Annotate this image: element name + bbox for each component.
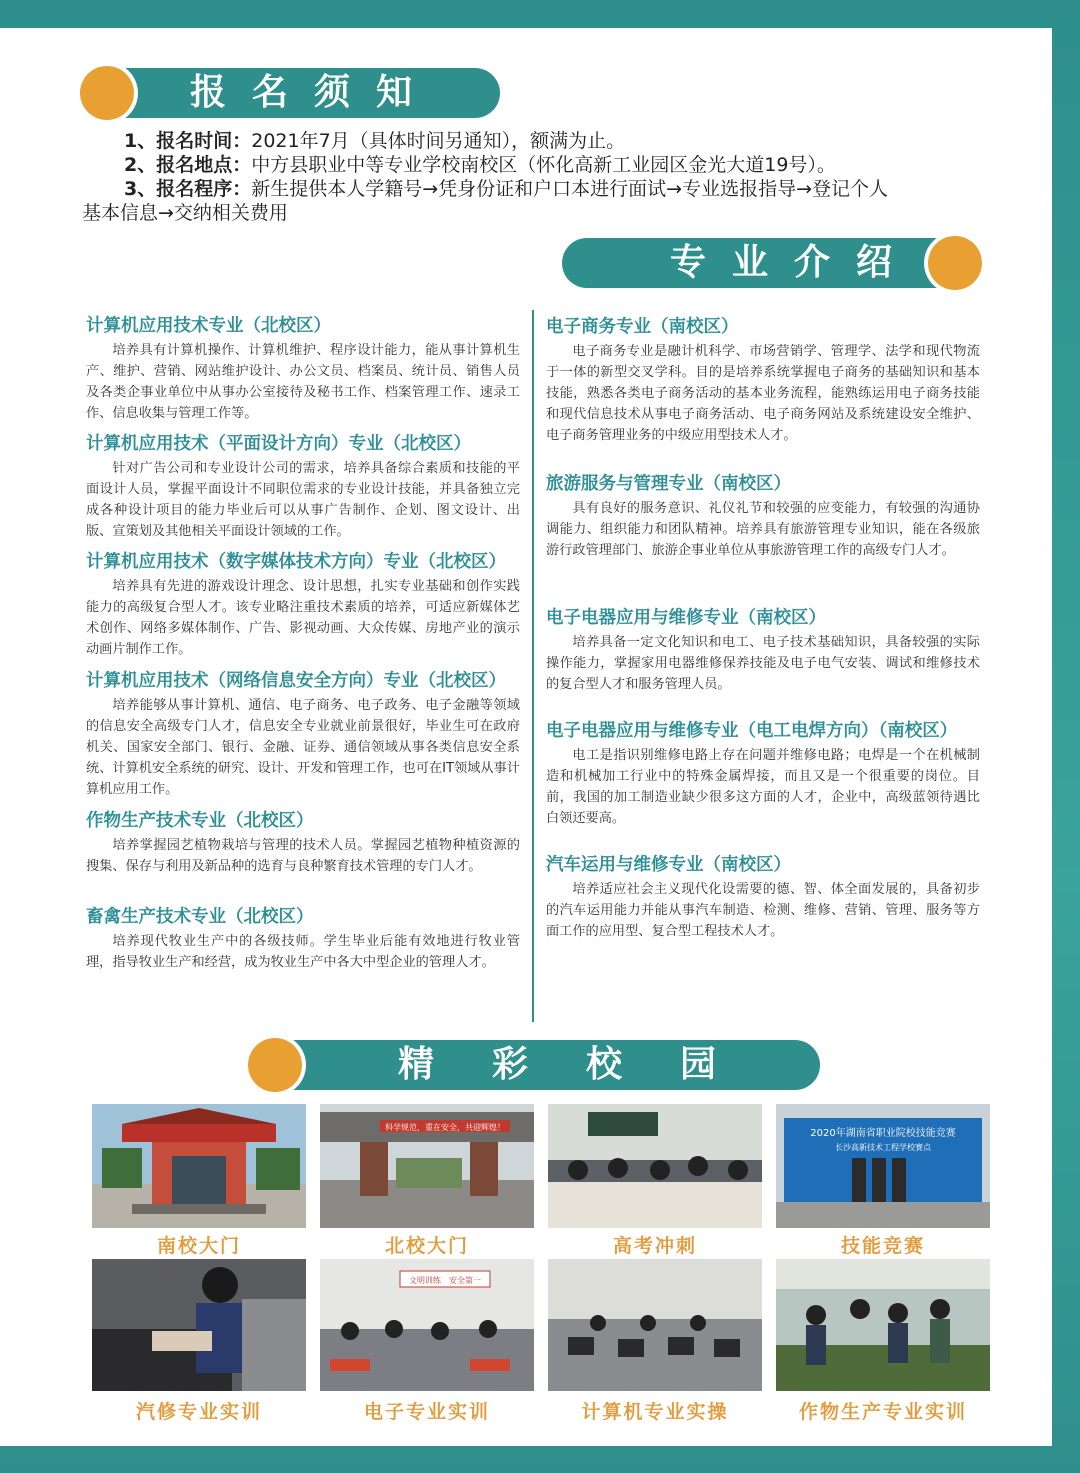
registration-place: 2、报名地点：中方县职业中等专业学校南校区（怀化高新工业园区金光大道19号）。: [124, 154, 836, 176]
major-item: [86, 550, 520, 660]
svg-text:科学规范，重在安全，共迎辉煌！: 科学规范，重在安全，共迎辉煌！: [385, 1123, 505, 1132]
major-desc: 针对广告公司和专业设计公司的需求，培养具备综合素质和技能的平面设计人员，掌握平面设计不同职位需求的专业设计技能，并具备独立完成各种设计项目的能力毕业后可以从事广告制作、企划、图文设计、出版、宣策划及其他相关平面设计领域的工作。: [86, 461, 520, 539]
photo-caption: 技能竞赛: [840, 1235, 925, 1257]
major-title: 作物生产技术专业（北校区）: [86, 811, 314, 831]
photo-caption: 作物生产专业实训: [798, 1401, 967, 1423]
major-title: 电子电器应用与维修专业（南校区）: [546, 608, 826, 628]
banner-dot-icon: [248, 1038, 302, 1092]
photo-north-gate: [320, 1104, 534, 1228]
svg-text:长沙高新技术工程学校赛点: 长沙高新技术工程学校赛点: [835, 1143, 931, 1152]
registration-title: 报名须知: [190, 72, 439, 113]
campus-title: 精彩校园: [398, 1044, 775, 1085]
major-title: 计算机应用技术（平面设计方向）专业（北校区）: [86, 434, 471, 454]
svg-text:文明训练 安全第一: 文明训练 安全第一: [409, 1276, 481, 1285]
major-item: [546, 606, 980, 695]
major-item: [86, 809, 520, 877]
banner-dot-icon: [80, 66, 134, 120]
brochure-page: [0, 28, 1052, 1446]
registration-procedure-cont: 基本信息→交纳相关费用: [82, 202, 288, 224]
campus-banner: [248, 1040, 820, 1090]
major-desc: 培养具备一定文化知识和电工、电子技术基础知识，具备较强的实际操作能力，掌握家用电器维修保养技能及电子电气安装、调试和维修技术的复合型人才和服务管理人员。: [546, 635, 980, 692]
major-item: [546, 315, 980, 446]
major-title: 电子商务专业（南校区）: [546, 317, 739, 337]
major-item: [86, 432, 520, 542]
major-item: [546, 472, 980, 561]
major-title: 计算机应用技术（网络信息安全方向）专业（北校区）: [86, 671, 506, 691]
photo-caption: 高考冲刺: [612, 1235, 697, 1257]
major-item: [546, 853, 980, 942]
photo-greenhouse: [776, 1259, 990, 1391]
svg-text:2020年湖南省职业院校技能竞赛: 2020年湖南省职业院校技能竞赛: [810, 1128, 956, 1139]
major-desc: 培养现代牧业生产中的各级技师。学生毕业后能有效地进行牧业管理，指导牧业生产和经营，成为牧业生产中各大中型企业的管理人才。: [86, 934, 520, 970]
major-item: [86, 314, 520, 424]
photo-competition: [776, 1104, 990, 1228]
photo-caption: 汽修专业实训: [135, 1401, 262, 1423]
majors-title: 专业介绍: [670, 242, 919, 283]
registration-time: 1、报名时间：2021年7月（具体时间另通知），额满为止。: [124, 130, 626, 152]
registration-procedure: 3、报名程序：新生提供本人学籍号→凭身份证和户口本进行面试→专业选报指导→登记个人: [124, 178, 888, 200]
photo-caption: 北校大门: [384, 1235, 469, 1257]
photo-caption: 电子专业实训: [363, 1401, 490, 1423]
photo-caption: 计算机专业实操: [581, 1401, 729, 1423]
major-title: 畜禽生产技术专业（北校区）: [86, 907, 314, 927]
major-title: 汽车运用与维修专业（南校区）: [546, 855, 791, 875]
major-item: [86, 669, 520, 800]
majors-banner: [562, 238, 982, 288]
major-desc: 培养适应社会主义现代化设需要的德、智、体全面发展的，具备初步的汽车运用能力并能从事汽车制造、检测、维修、营销、管理、服务等方面工作的应用型、复合型工程技术人才。: [546, 882, 980, 939]
photo-auto-repair: [92, 1259, 306, 1391]
major-desc: 具有良好的服务意识、礼仪礼节和较强的应变能力，有较强的沟通协调能力、组织能力和团队精神。培养具有旅游管理专业知识，能在各级旅游行政管理部门、旅游企事业单位从事旅游管理工作的高级专门人才。: [546, 501, 980, 558]
photo-classroom: [548, 1104, 762, 1228]
major-desc: 培养掌握园艺植物栽培与管理的技术人员。掌握园艺植物种植资源的搜集、保存与利用及新品种的选育与良种繁育技术管理的专门人才。: [86, 838, 520, 874]
major-item: [546, 719, 980, 829]
column-divider: [532, 310, 534, 1022]
major-desc: 培养具有计算机操作、计算机维护、程序设计能力，能从事计算机生产、维护、营销、网站维护设计、办公文员、档案员、统计员、销售人员及各类企事业单位中从事办公室接待及秘书工作、档案管理工作、速录工作、信息收集与管理工作等。: [86, 343, 520, 421]
photo-computer-lab: [548, 1259, 762, 1391]
photo-electronics-lab: [320, 1259, 534, 1391]
banner-dot-icon: [928, 236, 982, 290]
major-desc: 电工是指识别维修电路上存在问题并维修电路；电焊是一个在机械制造和机械加工行业中的特殊金属焊接，而且又是一个很重要的岗位。目前，我国的加工制造业缺少很多这方面的人才，企业中，高级蓝领待遇比白领还要高。: [546, 748, 980, 826]
major-title: 计算机应用技术（数字媒体技术方向）专业（北校区）: [86, 552, 506, 572]
major-title: 旅游服务与管理专业（南校区）: [546, 474, 791, 494]
major-title: 电子电器应用与维修专业（电工电焊方向）（南校区）: [546, 721, 958, 741]
registration-banner: [80, 68, 500, 118]
major-desc: 电子商务专业是融计机科学、市场营销学、管理学、法学和现代物流于一体的新型交叉学科。目的是培养系统掌握电子商务的基础知识和基本技能，熟悉各类电子商务活动的基本业务流程，能熟练运用电子商务技能和现代信息技术从事电子商务活动、电子商务网站及系统建设安全维护、电子商务管理业务的中级应用型技术人才。: [546, 344, 980, 443]
major-title: 计算机应用技术专业（北校区）: [86, 316, 331, 336]
photo-caption: 南校大门: [156, 1235, 241, 1257]
photo-south-gate: [92, 1104, 306, 1228]
major-desc: 培养具有先进的游戏设计理念、设计思想，扎实专业基础和创作实践能力的高级复合型人才。该专业略注重技术素质的培养，可适应新媒体艺术创作、网络多媒体制作、广告、影视动画、大众传媒、房地产业的演示动画片制作工作。: [86, 579, 520, 657]
major-desc: 培养能够从事计算机、通信、电子商务、电子政务、电子金融等领域的信息安全高级专门人才，信息安全专业就业前景很好，毕业生可在政府机关、国家安全部门、银行、金融、证券、通信领域从事各类信息安全系统、计算机安全系统的研究、设计、开发和管理工作，也可在IT领域从事计算机应用工作。: [86, 698, 520, 797]
major-item: [86, 905, 520, 973]
